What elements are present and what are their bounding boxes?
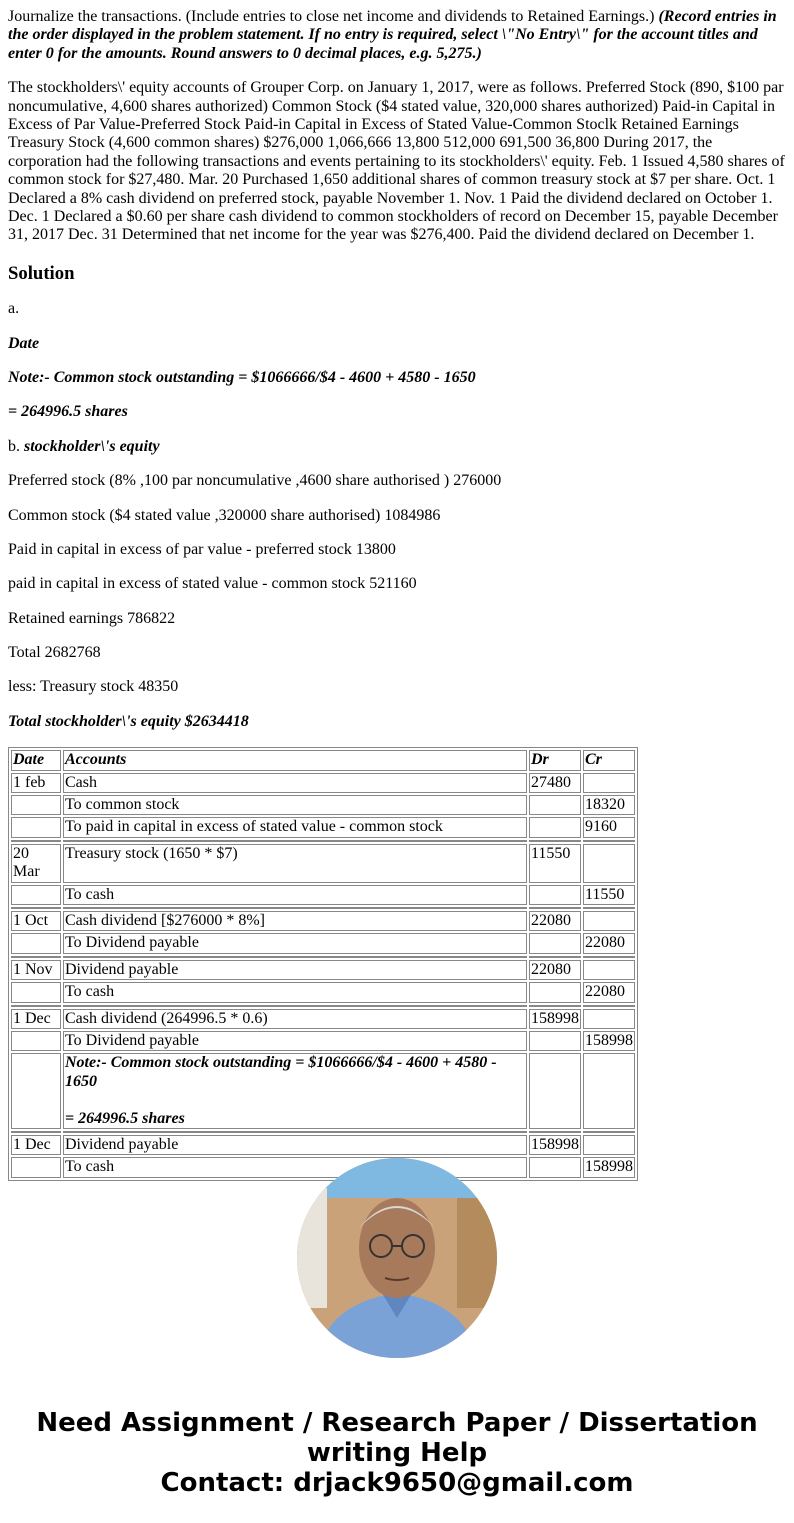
separator-cell (63, 1005, 527, 1007)
table-cell (529, 885, 581, 905)
equity-line: less: Treasury stock 48350 (8, 678, 179, 696)
group-separator (11, 907, 635, 909)
table-cell: Cash (63, 773, 527, 793)
contact-footer (8, 1408, 786, 1498)
table-cell (529, 795, 581, 815)
table-row (11, 885, 635, 905)
equity-line: Preferred stock (8% ,100 par noncumulative ,4600 share authorised ) 276000 (8, 472, 502, 490)
problem-statement: The stockholders\' equity accounts of Grouper Corp. on January 1, 2017, were as follows. Preferred Stock (890, $100 par noncumulative, 4,600 shares authorized) Common Stock ($4 stated value, 320,000 shares authorized) Paid-in Capital in Excess of Par Value-Preferred Stock Paid-in Capital in Excess of Stated Value-Common Stoclk Retained Earnings Treasury Stock (4,600 common shares) $276,000 1,066,666 13,800 512,000 691,500 36,800 During 2017, the corporation had the following transactions and events pertaining to its stockholders\' equity. Feb. 1 Issued 4,580 shares of common stock for $27,480. Mar. 20 Purchased 1,650 additional shares of common treasury stock at $7 per share. Oct. 1 Declared a 8% cash dividend on preferred stock, payable November 1. Nov. 1 Paid the dividend declared on October 1. Dec. 1 Declared a $0.60 per share cash dividend to common stockholders of record on December 15, payable December 31, 2017 Dec. 31 Determined that net income for the year was $276,400. Paid the dividend declared on December 1. (8, 79, 785, 244)
author-avatar (297, 1158, 497, 1358)
instructions (8, 8, 786, 63)
separator-cell (11, 840, 61, 842)
note-line-1: Note:- Common stock outstanding = $1066666/$4 - 4600 + 4580 - 1650 (8, 368, 476, 386)
group-separator (11, 840, 635, 842)
table-cell: 158998 (583, 1031, 635, 1051)
table-row (11, 773, 635, 793)
table-cell (11, 1157, 61, 1177)
separator-cell (11, 907, 61, 909)
table-cell (11, 817, 61, 837)
table-cell (583, 750, 635, 770)
table-row (11, 1031, 635, 1051)
table-cell: 1 feb (11, 773, 61, 793)
table-row (11, 817, 635, 837)
separator-cell (529, 907, 581, 909)
separator-cell (11, 1131, 61, 1133)
group-separator (11, 956, 635, 958)
table-cell: 1 Dec (11, 1009, 61, 1029)
footer-contact: Contact: drjack9650@gmail.com (160, 1468, 634, 1499)
table-cell (529, 933, 581, 953)
note-line-1: Note:- Common stock outstanding = $1066666/$4 - 4600 + 4580 - 1650 (65, 1054, 497, 1090)
table-cell: 11550 (529, 844, 581, 883)
table-cell (11, 750, 61, 770)
header-label: Dr (531, 751, 549, 769)
table-cell: To cash (63, 1157, 527, 1177)
table-cell (583, 911, 635, 931)
separator-cell (583, 1131, 635, 1133)
table-cell: 158998 (583, 1157, 635, 1177)
separator-cell (11, 1005, 61, 1007)
table-cell (11, 933, 61, 953)
table-cell (11, 1031, 61, 1051)
separator-cell (63, 956, 527, 958)
table-cell (11, 795, 61, 815)
table-cell (583, 1135, 635, 1155)
part-b-heading (8, 438, 786, 456)
table-cell: 1 Dec (11, 1135, 61, 1155)
table-header-row (11, 750, 635, 770)
note-row (11, 1053, 635, 1129)
header-label: Cr (585, 751, 602, 769)
table-row (11, 1135, 635, 1155)
table-cell (529, 750, 581, 770)
table-row (11, 795, 635, 815)
equity-line: paid in capital in excess of stated value - common stock 521160 (8, 575, 417, 593)
table-cell (11, 982, 61, 1002)
table-cell: 22080 (529, 960, 581, 980)
separator-cell (529, 840, 581, 842)
header-label: Accounts (65, 751, 127, 769)
table-cell (63, 750, 527, 770)
table-cell: 22080 (583, 982, 635, 1002)
equity-total: Total stockholder\'s equity $2634418 (8, 712, 249, 730)
table-cell: 1 Oct (11, 911, 61, 931)
journal-table-container (8, 747, 786, 1176)
table-cell: Treasury stock (1650 * $7) (63, 844, 527, 883)
table-cell (583, 1009, 635, 1029)
table-row (11, 982, 635, 1002)
table-row (11, 911, 635, 931)
group-separator (11, 1005, 635, 1007)
table-cell (63, 1053, 527, 1129)
table-cell (583, 960, 635, 980)
table-cell: To Dividend payable (63, 933, 527, 953)
part-b-label: b. (8, 437, 24, 455)
table-cell: 1 Nov (11, 960, 61, 980)
table-cell (11, 885, 61, 905)
table-cell: 158998 (529, 1009, 581, 1029)
part-b-title: stockholder\'s equity (24, 437, 160, 455)
equity-statement (8, 472, 786, 697)
footer-help-text: Need Assignment / Research Paper / Dissertation writing Help (36, 1408, 758, 1469)
separator-cell (583, 1005, 635, 1007)
table-cell: Cash dividend (264996.5 * 0.6) (63, 1009, 527, 1029)
table-row (11, 960, 635, 980)
separator-cell (63, 907, 527, 909)
journal-table (8, 747, 638, 1180)
table-cell: To cash (63, 885, 527, 905)
table-cell: Cash dividend [$276000 * 8%] (63, 911, 527, 931)
table-cell: 18320 (583, 795, 635, 815)
table-cell: To cash (63, 982, 527, 1002)
equity-line: Retained earnings 786822 (8, 609, 176, 627)
table-cell (529, 1031, 581, 1051)
table-cell (529, 982, 581, 1002)
table-cell: 22080 (529, 911, 581, 931)
table-cell (583, 773, 635, 793)
table-cell: To paid in capital in excess of stated value - common stock (63, 817, 527, 837)
equity-line: Common stock ($4 stated value ,320000 share authorised) 1084986 (8, 506, 441, 524)
group-separator (11, 1131, 635, 1133)
table-cell (583, 844, 635, 883)
date-label: Date (8, 334, 40, 352)
separator-cell (529, 956, 581, 958)
separator-cell (583, 840, 635, 842)
table-cell: 158998 (529, 1135, 581, 1155)
table-cell (529, 1157, 581, 1177)
separator-cell (529, 1131, 581, 1133)
table-cell: Dividend payable (63, 960, 527, 980)
part-a-label: a. (8, 300, 20, 318)
table-cell: To Dividend payable (63, 1031, 527, 1051)
solution-heading: Solution (8, 262, 75, 284)
table-cell: 27480 (529, 773, 581, 793)
separator-cell (583, 907, 635, 909)
equity-line: Total 2682768 (8, 644, 101, 662)
table-cell: Dividend payable (63, 1135, 527, 1155)
header-label: Date (13, 751, 45, 769)
table-cell (583, 1053, 635, 1129)
note-line-2: = 264996.5 shares (8, 403, 128, 421)
table-cell: 9160 (583, 817, 635, 837)
table-cell: 22080 (583, 933, 635, 953)
separator-cell (11, 956, 61, 958)
table-row (11, 933, 635, 953)
separator-cell (63, 1131, 527, 1133)
separator-cell (63, 840, 527, 842)
table-cell (11, 1053, 61, 1129)
table-row (11, 844, 635, 883)
table-cell: 11550 (583, 885, 635, 905)
note-line-2: = 264996.5 shares (65, 1109, 185, 1127)
table-cell (529, 1053, 581, 1129)
table-row (11, 1009, 635, 1029)
separator-cell (583, 956, 635, 958)
table-cell (529, 817, 581, 837)
table-cell: 20 Mar (11, 844, 61, 883)
instructions-emphasis: (Record entries in the order displayed in the problem statement. If no entry is required, select \"No Entry\" for the account titles and enter 0 for the amounts. Round answers to 0 decimal places, e.g. 5,275.) (8, 8, 777, 62)
separator-cell (529, 1005, 581, 1007)
equity-line: Paid in capital in excess of par value - preferred stock 13800 (8, 540, 396, 558)
instructions-text: Journalize the transactions. (Include entries to close net income and dividends to Retained Earnings.) (8, 8, 659, 25)
table-cell: To common stock (63, 795, 527, 815)
